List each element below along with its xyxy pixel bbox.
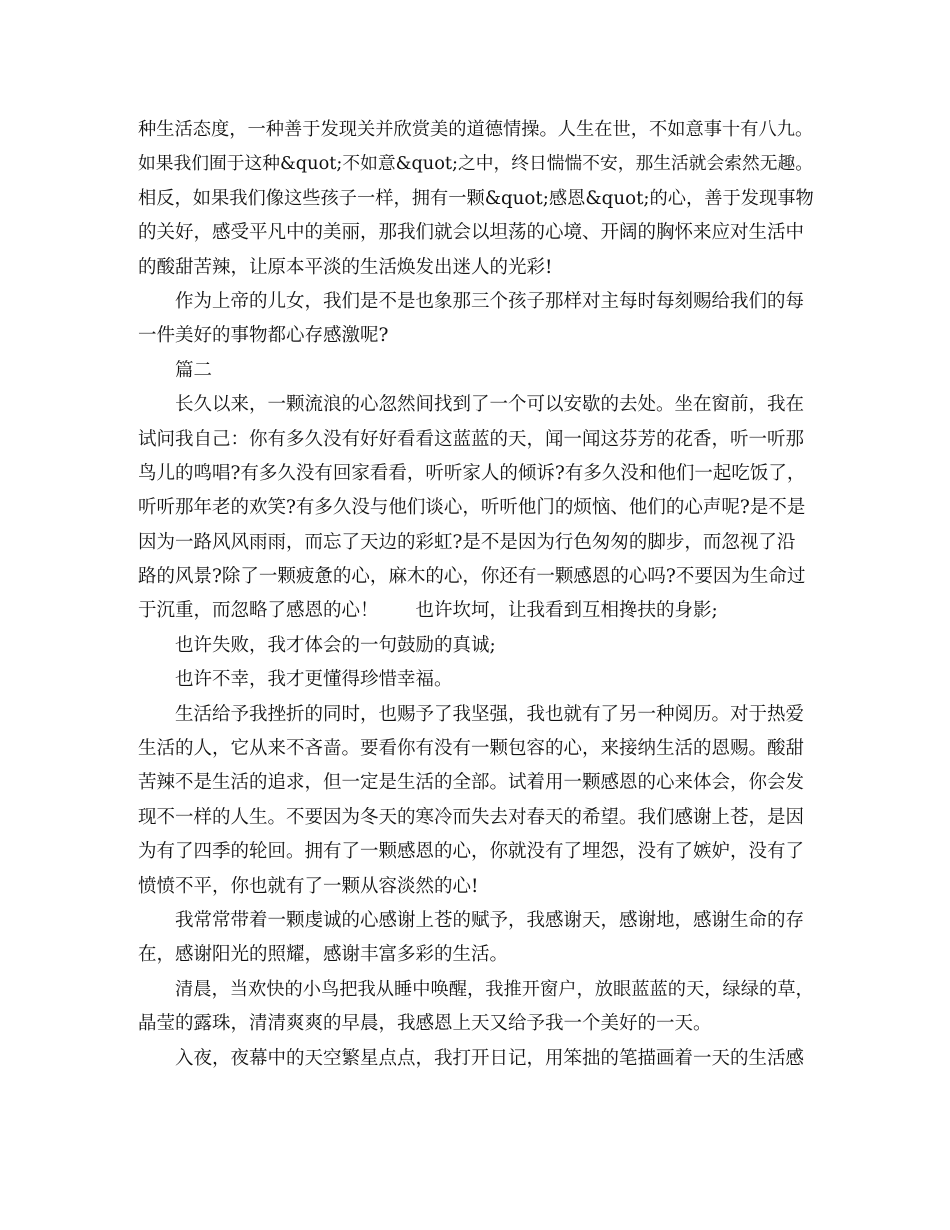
text-line: 生活给予我挫折的同时，也赐予了我坚强，我也就有了另一种阅历。对于热爱 <box>175 703 805 725</box>
text-line: 如果我们囿于这种&quot;不如意&quot;之中，终日惴惴不安，那生活就会索然无趣。 <box>138 154 814 175</box>
text-line: 我常常带着一颗虔诚的心感谢上苍的赋予，我感谢天，感谢地，感谢生命的存 <box>175 909 805 931</box>
text-line: 因为一路风风雨雨，而忘了天边的彩虹?是不是因为行色匆匆的脚步，而忽视了沿 <box>138 531 796 553</box>
text-line: 路的风景?除了一颗疲惫的心，麻木的心，你还有一颗感恩的心吗?不要因为生命过 <box>138 566 806 588</box>
text-line: 一件美好的事物都心存感激呢? <box>138 325 389 347</box>
text-line: 长久以来，一颗流浪的心忽然间找到了一个可以安歇的去处。坐在窗前，我在 <box>175 394 805 416</box>
text-line: 晶莹的露珠，清清爽爽的早晨，我感恩上天又给予我一个美好的一天。 <box>138 1013 712 1035</box>
document-body-text <box>138 113 818 1076</box>
text-line: 相反，如果我们像这些孩子一样，拥有一颗&quot;感恩&quot;的心，善于发现事物 <box>138 187 814 209</box>
text-line: 苦辣不是生活的追求，但一定是生活的全部。试着用一颗感恩的心来体会，你会发 <box>138 772 805 794</box>
text-line: 为有了四季的轮回。拥有了一颗感恩的心，你就没有了埋怨，没有了嫉妒，没有了 <box>138 841 805 863</box>
text-line: 在，感谢阳光的照耀，感谢丰富多彩的生活。 <box>138 944 509 966</box>
text-line: 种生活态度，一种善于发现关并欣赏美的道德情操。人生在世，不如意事十有八九。 <box>138 119 814 140</box>
text-line: 作为上帝的儿女，我们是不是也象那三个孩子那样对主每时每刻赐给我们的每 <box>175 290 805 312</box>
text-line: 清晨，当欢快的小鸟把我从睡中唤醒，我推开窗户，放眼蓝蓝的天，绿绿的草， <box>175 978 814 1000</box>
text-line: 现不一样的人生。不要因为冬天的寒冷而失去对春天的希望。我们感谢上苍，是因 <box>138 806 805 828</box>
section-heading: 篇二 <box>175 359 213 381</box>
text-line: 试问我自己：你有多久没有好好看看这蓝蓝的天，闻一闻这芬芳的花香，听一听那 <box>138 428 805 450</box>
text-line: 听听那年老的欢笑?有多久没与他们谈心，听听他门的烦恼、他们的心声呢?是不是 <box>138 497 806 519</box>
text-line: 的酸甜苦辣，让原本平淡的生活焕发出迷人的光彩! <box>138 256 553 278</box>
text-line: 也许失败，我才体会的一句鼓励的真诚; <box>175 634 496 656</box>
text-line: 入夜，夜幕中的天空繁星点点，我打开日记，用笨拙的笔描画着一天的生活感 <box>175 1047 805 1069</box>
text-line: 也许不幸，我才更懂得珍惜幸福。 <box>175 669 453 691</box>
text-line: 的关好，感受平凡中的美丽，那我们就会以坦荡的心境、开阔的胸怀来应对生活中 <box>138 222 805 244</box>
text-line: 鸟儿的鸣唱?有多久没有回家看看，听听家人的倾诉?有多久没和他们一起吃饭了， <box>138 462 806 484</box>
text-line: 于沉重，而忽略了感恩的心！ 也许坎坷，让我看到互相搀扶的身影; <box>138 600 718 622</box>
text-line: 愤愤不平，你也就有了一颗从容淡然的心! <box>138 875 479 897</box>
text-line: 生活的人，它从来不吝啬。要看你有没有一颗包容的心，来接纳生活的恩赐。酸甜 <box>138 738 805 760</box>
